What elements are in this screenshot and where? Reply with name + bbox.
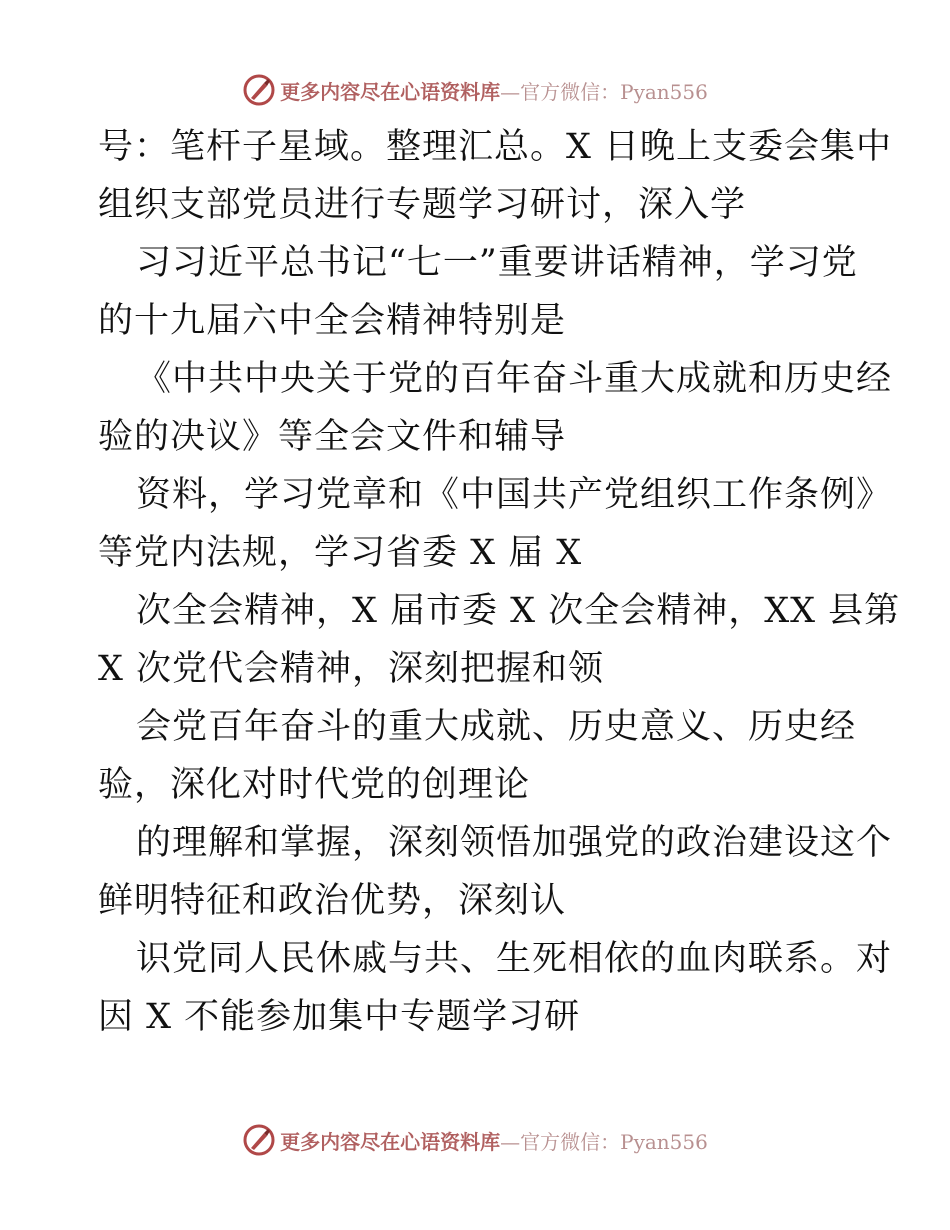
banner-main-text: 更多内容尽在心语资料库: [280, 1129, 501, 1154]
banner-sub-text: 官方微信：Pyan556: [520, 1129, 708, 1154]
text-line: 次全会精神，X 届市委 X 次全会精神，XX 县第: [136, 591, 901, 631]
text-line: 资料，学习党章和《中国共产党组织工作条例》: [136, 475, 893, 515]
banner-text: [280, 76, 708, 105]
pen-logo-icon: [242, 73, 276, 107]
text-line: 《中共中央关于党的百年奋斗重大成就和历史经: [136, 359, 893, 399]
text-line: 习习近平总书记“七一”重要讲话精神，学习党: [136, 243, 858, 283]
text-line: 的理解和掌握，深刻领悟加强党的政治建设这个: [136, 823, 893, 863]
text-line: X 次党代会精神，深刻把握和领: [98, 649, 605, 689]
document-body: [98, 118, 901, 1046]
text-line: 识党同人民休戚与共、生死相依的血肉联系。对: [136, 939, 893, 979]
pen-logo-icon: [242, 1123, 276, 1157]
text-line: 会党百年奋斗的重大成就、历史意义、历史经: [136, 707, 857, 747]
banner-main-text: 更多内容尽在心语资料库: [280, 79, 501, 104]
banner-text: [280, 1126, 708, 1155]
text-line: 验的决议》等全会文件和辅导: [98, 417, 567, 457]
banner-sub-text: 官方微信：Pyan556: [520, 79, 708, 104]
text-line: 号：笔杆子星域。整理汇总。X 日晚上支委会集中: [98, 127, 893, 167]
banner-dash: —: [500, 79, 521, 104]
text-line: 验，深化对时代党的创理论: [98, 765, 531, 805]
header-banner: [0, 70, 950, 110]
text-line: 鲜明特征和政治优势，深刻认: [98, 881, 567, 921]
text-line: 因 X 不能参加集中专题学习研: [98, 997, 581, 1037]
text-line: 组织支部党员进行专题学习研讨，深入学: [98, 185, 747, 225]
text-line: 等党内法规，学习省委 X 届 X: [98, 533, 583, 573]
text-line: 的十九届六中全会精神特别是: [98, 301, 567, 341]
footer-banner: [0, 1120, 950, 1160]
banner-dash: —: [500, 1129, 521, 1154]
